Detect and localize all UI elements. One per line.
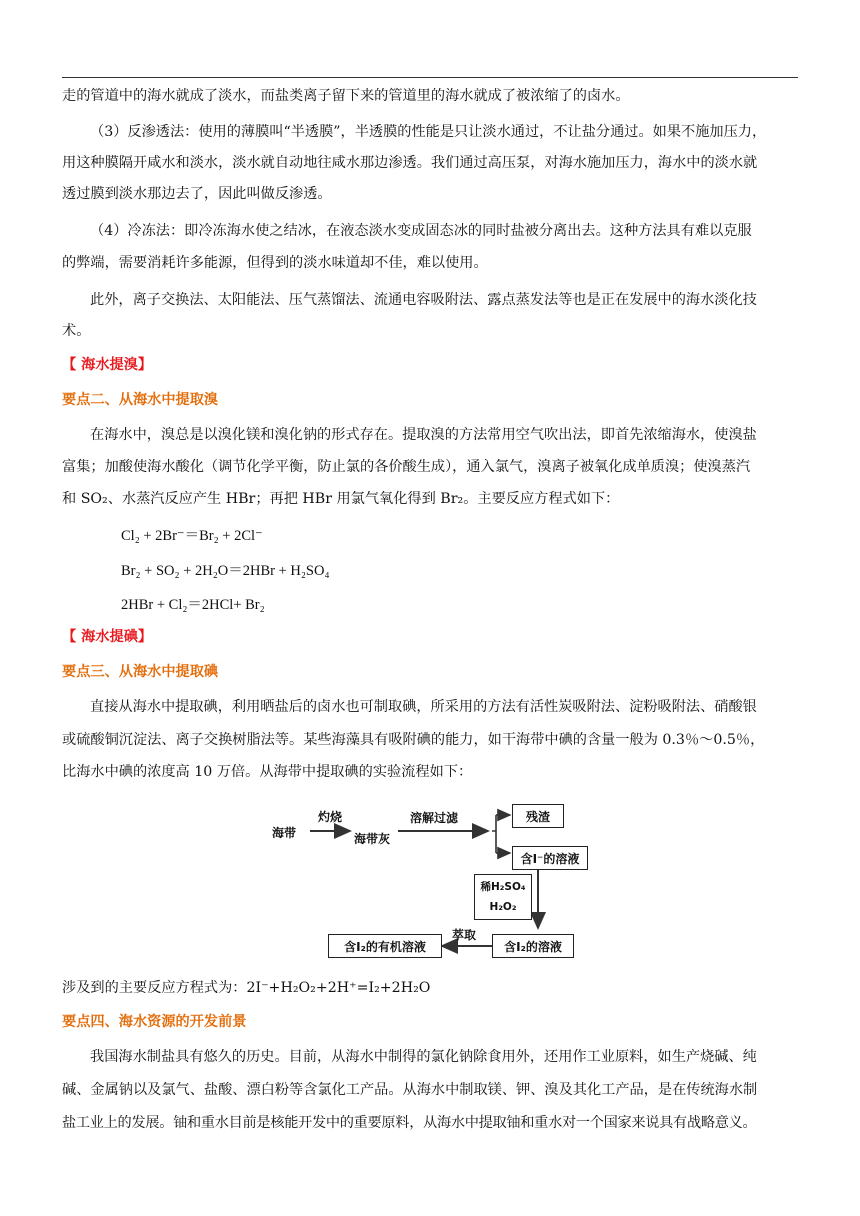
- flow-reagent-acid: 稀H₂SO₄: [480, 881, 526, 893]
- text-line: （3）反渗透法：使用的薄膜叫“半透膜”，半透膜的性能是只让淡水通过，不让盐分通过。如果不施加压力，: [90, 124, 767, 140]
- flow-solution-i2-label: 含I₂的溶液: [504, 939, 562, 954]
- flow-reagent-peroxide: H₂O₂: [489, 901, 517, 913]
- flow-box-reagents: [474, 874, 532, 920]
- section-tag-bromine: 【 海水提溴】: [62, 357, 153, 373]
- flow-residue-label: 残渣: [525, 809, 550, 824]
- flow-step-extract: 萃取: [452, 928, 477, 942]
- text-line: 此外，离子交换法、太阳能法、压气蒸馏法、流通电容吸附法、露点蒸发法等也是正在发展中的海水淡化技: [90, 292, 757, 308]
- heading-bromine: 要点二、从海水中提取溴: [62, 392, 219, 408]
- text-line: 在海水中，溴总是以溴化镁和溴化钠的形式存在。提取溴的方法常用空气吹出法，即首先浓缩海水，使溴盐: [90, 427, 757, 443]
- text-line: 用这种膜隔开咸水和淡水，淡水就自动地往咸水那边渗透。我们通过高压泵，对海水施加压力，海水中的淡水就: [62, 155, 758, 171]
- flow-start-label: 海带: [272, 826, 297, 840]
- heading-prospect: 要点四、海水资源的开发前景: [62, 1014, 247, 1030]
- text-line: （4）冷冻法：即冷冻海水使之结冰，在液态淡水变成固态冰的同时盐被分离出去。这种方法具有难以克服: [90, 223, 752, 239]
- text-line: 直接从海水中提取碘，利用晒盐后的卤水也可制取碘，所采用的方法有活性炭吸附法、淀粉吸附法、硝酸银: [90, 699, 757, 715]
- heading-iodine: 要点三、从海水中提取碘: [62, 664, 219, 680]
- flow-step-burn: 灼烧: [318, 810, 343, 824]
- flow-box-residue: [512, 804, 564, 828]
- flow-step-dissolve: 溶解过滤: [410, 811, 459, 825]
- flow-box-solution-i: [512, 846, 588, 870]
- text-line: 我国海水制盐具有悠久的历史。目前，从海水中制得的氯化钠除食用外，还用作工业原料，如生产烧碱、纯: [90, 1049, 757, 1065]
- text-line: 富集；加酸使海水酸化（调节化学平衡，防止氯的各价酸生成），通入氯气，溴离子被氧化成单质溴；使溴蒸汽: [62, 459, 751, 475]
- flow-ash-label: 海带灰: [354, 832, 391, 846]
- equation-1: Cl₂ + 2Br⁻＝Br₂ + 2Cl⁻: [121, 528, 263, 544]
- section-tag-iodine: 【 海水提碘】: [62, 629, 153, 645]
- text-line: 走的管道中的海水就成了淡水，而盐类离子留下来的管道里的海水就成了被浓缩了的卤水。: [62, 88, 630, 104]
- equation-2: Br₂ + SO₂ + 2H₂O＝2HBr + H₂SO₄: [121, 563, 330, 579]
- flow-solution-i-label: 含I⁻的溶液: [520, 851, 580, 866]
- text-line: 碱、金属钠以及氯气、盐酸、漂白粉等含氯化工产品。从海水中制取镁、钾、溴及其化工产品，是在传统海水制: [62, 1082, 758, 1098]
- branch-line: [492, 815, 496, 853]
- flow-box-organic: [328, 934, 442, 958]
- flow-box-solution-i2: [492, 934, 574, 958]
- text-line: 透过膜到淡水那边去了，因此叫做反渗透。: [62, 186, 332, 202]
- text-line: 比海水中碘的浓度高 10 万倍。从海带中提取碘的实验流程如下：: [62, 764, 473, 780]
- iodine-extraction-flowchart: [270, 798, 590, 968]
- reaction-equation-line: 涉及到的主要反应方程式为：2I⁻+H₂O₂+2H⁺=I₂+2H₂O: [62, 980, 431, 996]
- text-line: 和 SO₂、水蒸汽反应产生 HBr；再把 HBr 用氯气氧化得到 Br₂。主要反应方程式如下：: [62, 491, 620, 507]
- text-line: 或硫酸铜沉淀法、离子交换树脂法等。某些海藻具有吸附碘的能力，如干海带中碘的含量一般为 0.3％～0.5％，: [62, 732, 765, 748]
- text-line: 的弊端，需要消耗许多能源，但得到的淡水味道却不佳，难以使用。: [62, 255, 488, 271]
- flow-organic-label: 含I₂的有机溶液: [344, 939, 426, 954]
- text-line: 盐工业上的发展。铀和重水目前是核能开发中的重要原料，从海水中提取铀和重水对一个国家来说具有战略意义。: [62, 1115, 757, 1131]
- text-line: 术。: [62, 323, 91, 339]
- equation-3: 2HBr + Cl₂＝2HCl+ Br₂: [121, 597, 265, 613]
- header-rule: [62, 77, 798, 78]
